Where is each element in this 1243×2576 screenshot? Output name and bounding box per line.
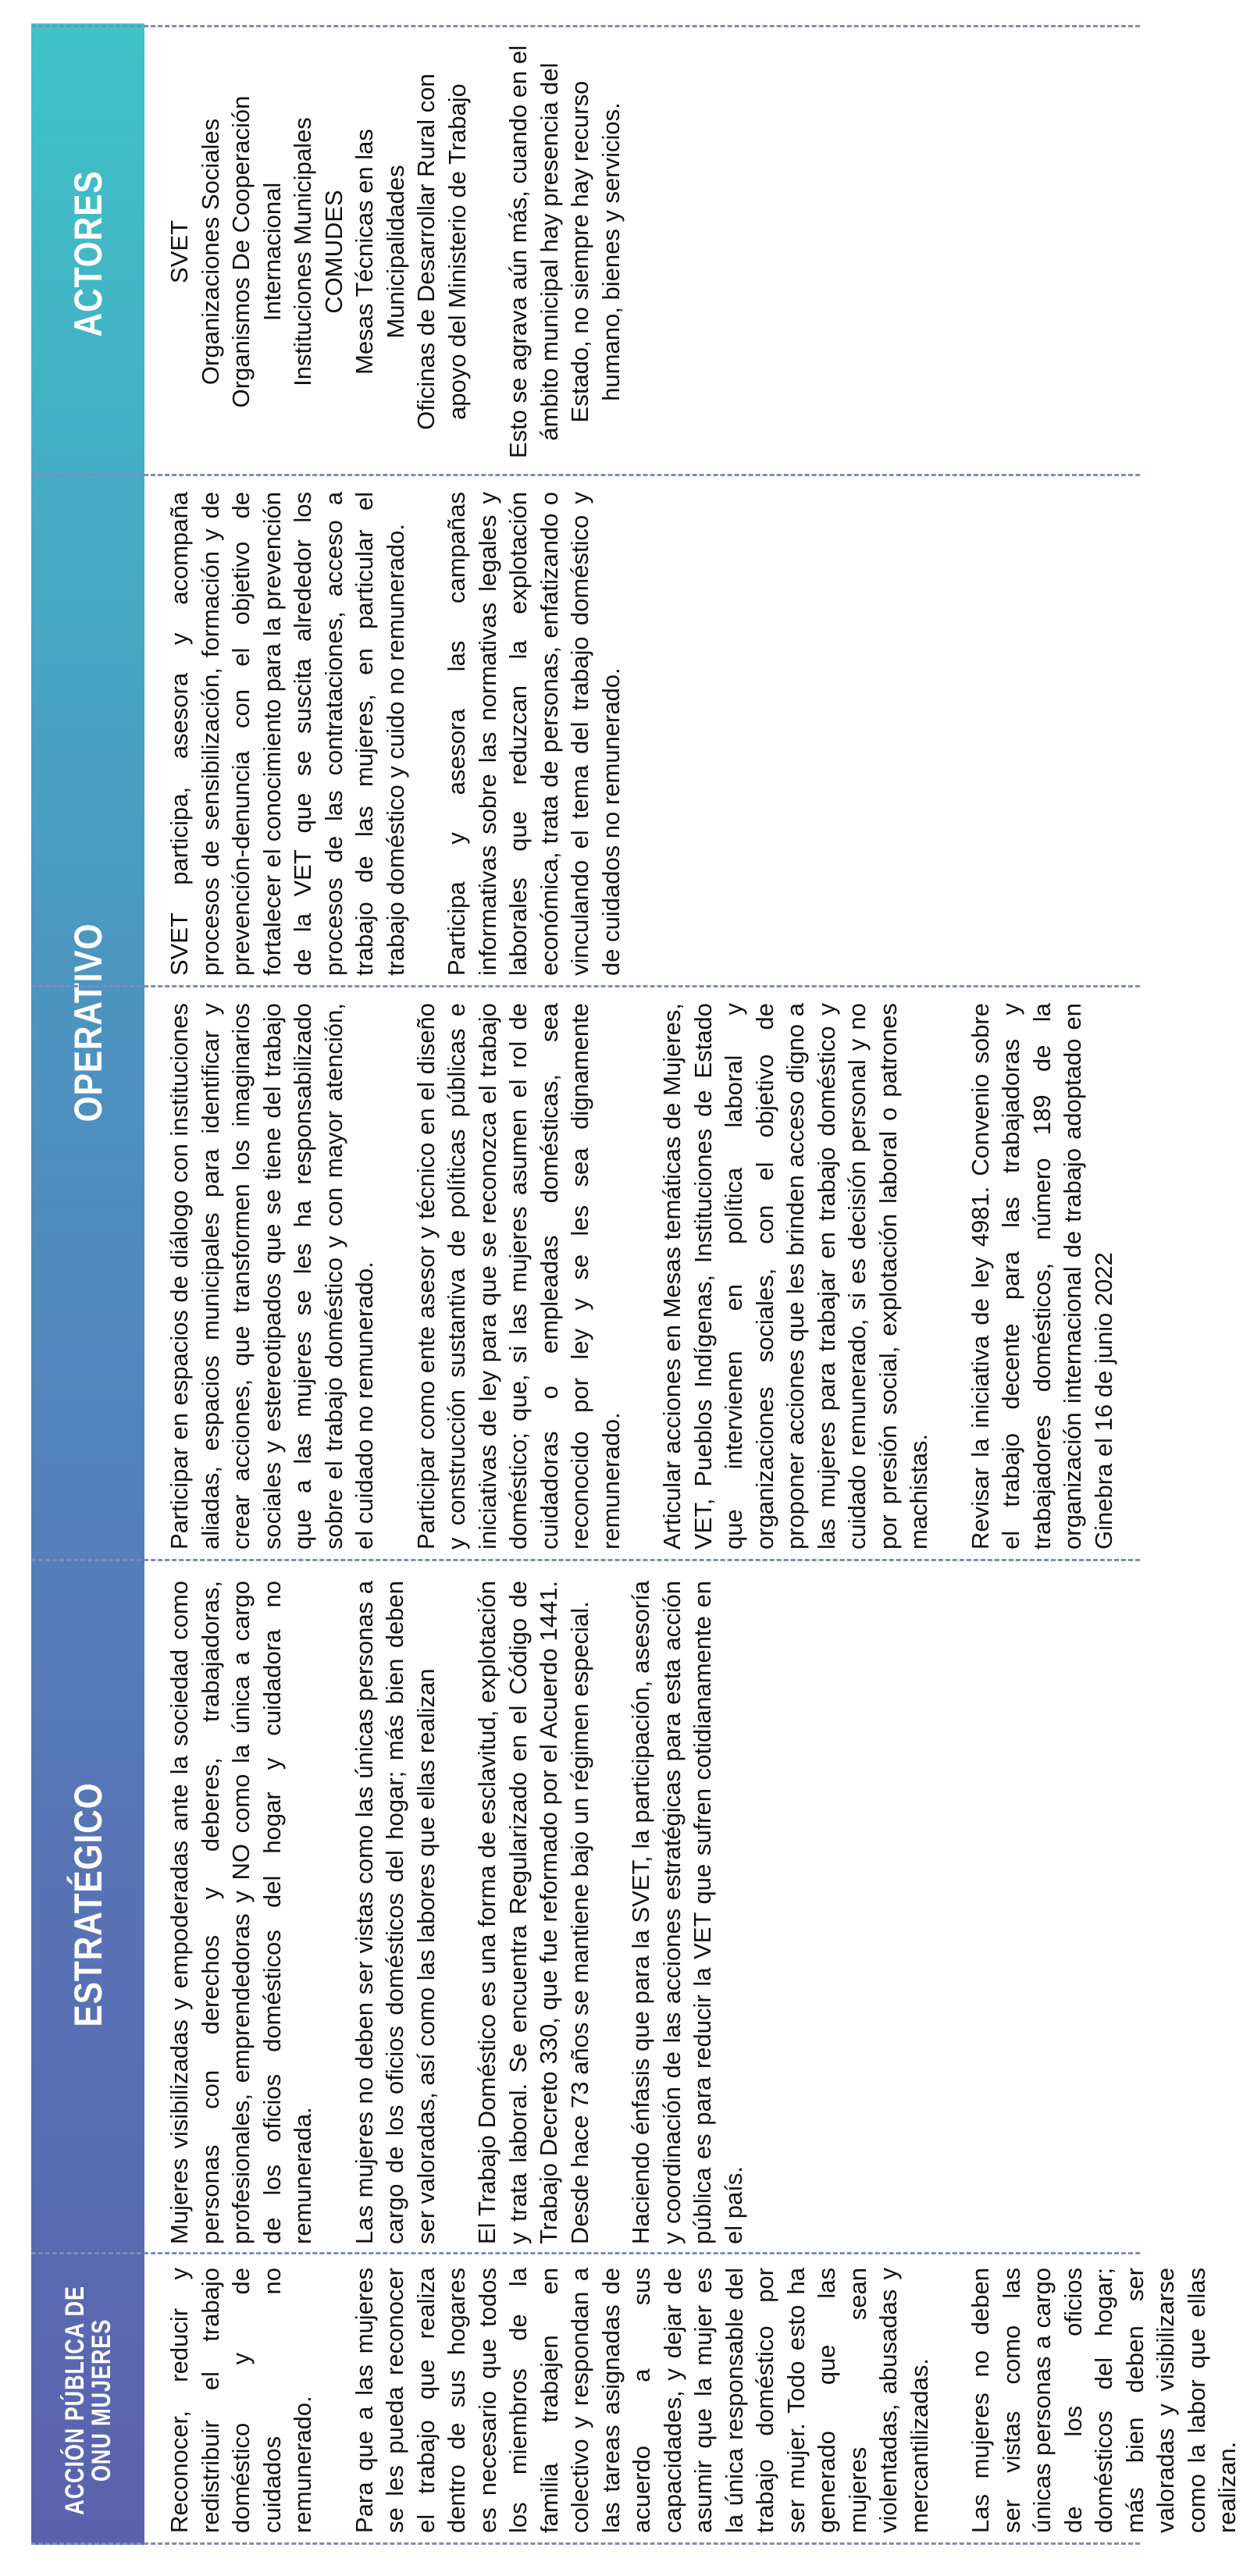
actores-column xyxy=(164,39,1132,464)
actores-note: Esto se agrava aún más, cuando en el ámbito municipal hay presencia del Estado, no siempre hay recurso humano, bienes y servicios. xyxy=(504,44,625,459)
header-actores: ACTORES xyxy=(66,170,110,337)
accion-paragraph-1: Reconocer, reducir y redistribuir el trabajo doméstico y de cuidados no remunerado. xyxy=(166,2268,316,2533)
estrategico-paragraph-3: El Trabajo Doméstico es una forma de esclavitud, explotación y trata laboral. Se encuentra Regularizado en el Código de Trabajo Decreto 330, que fue reformado por el Acuerdo 1441. Desde hace 73 años se mantiene bajo un régimen especial. xyxy=(473,1581,593,2244)
column-divider xyxy=(31,474,1140,476)
accion-paragraph-2: Para que a las mujeres se les pueda reconocer el trabajo que realiza dentro de sus hogares es necesario que todos los miembros de la familia trabajen en colectivo y respondan a las tareas asignadas de acuerdo a sus capacidades, y dejar de asumir que la mujer es la única responsable del trabajo doméstico por ser mujer. Todo esto ha generado que las mujeres sean violentadas, abusadas y mercantilizadas. xyxy=(350,2268,933,2533)
header-accion: ACCIÓN PÚBLICA DE ONU MUJERES xyxy=(59,2286,116,2515)
column-divider xyxy=(31,2252,1140,2254)
estrategico-paragraph-1: Mujeres visibilizadas y empoderadas ante la sociedad como personas con derechos y deberes, trabajadoras, profesionales, emprendedoras y NO como la única a cargo de los oficios domésticos del hogar y cuidadora no remunerada. xyxy=(166,1581,316,2244)
operativo-column-b xyxy=(164,492,1132,976)
accion-column xyxy=(164,2268,1241,2533)
actor-item: Mesas Técnicas en las Municipalidades xyxy=(351,129,409,375)
estrategico-paragraph-2: Las mujeres no deben ser vistas como las únicas personas a cargo de los oficios domésticos del hogar; más bien deben ser valoradas, así como las labores que ellas realizan xyxy=(350,1581,440,2244)
operativo-paragraph-3: Articular acciones en Mesas temáticas de Mujeres, VET, Pueblos Indígenas, Instituciones de Estado que intervienen en política laboral y organizaciones sociales, con el objetivo de proponer acciones que les brinden acceso digno a las mujeres para trabajar en trabajo doméstico y cuidado remunerado, si es decisión personal y no por presión social, explotación laboral o patrones machistas. xyxy=(658,1003,932,1550)
actor-item: Organizaciones Sociales xyxy=(196,118,224,386)
estrategico-paragraph-4: Haciendo énfasis que para la SVET, la participación, asesoría y coordinación de las acciones estratégicas para esta acción pública es para reducir la VET que sufren cotidianamente en el país. xyxy=(627,1581,747,2244)
operativo-paragraph-4: Revisar la iniciativa de ley 4981. Convenio sobre el trabajo decente para las trabajadoras y trabajadores domésticos, número 189 de la organización internacional de trabajo adoptado en Ginebra el 16 de junio 2022 xyxy=(966,1003,1117,1550)
actor-item: Oficinas de Desarrollar Rural con apoyo del Ministerio de Trabajo xyxy=(412,73,471,430)
operativo-paragraph-6: Participa y asesora las campañas informativas sobre las normativas legales y laborales que reduzcan la explotación económica, trata de personas, enfatizando o vinculando el tema del trabajo doméstico y de cuidados no remunerado. xyxy=(443,492,625,976)
right-border xyxy=(31,23,1140,27)
operativo-column-a xyxy=(164,1003,1132,1550)
operativo-paragraph-2: Participar como ente asesor y técnico en el diseño y construcción sustantiva de políticas públicas e iniciativas de ley para que se reconozca el trabajo doméstico; que, si las mujeres asumen el rol de cuidadoras o empleadas domésticas, sea reconocido por ley y se les sea dignamente remunerado. xyxy=(411,1003,625,1550)
left-border xyxy=(31,2540,1140,2545)
actores-list xyxy=(164,39,472,464)
estrategico-column xyxy=(164,1581,1132,2244)
operativo-paragraph-1: Participar en espacios de diálogo con instituciones aliadas, espacios municipales para identificar y crear acciones, que transformen los imaginarios sociales y estereotipados que se tiene del trabajo que a las mujeres se les ha responsabilizado sobre el trabajo doméstico y con mayor atención, el cuidado no remunerado. xyxy=(166,1003,378,1550)
column-divider xyxy=(31,985,1140,987)
actor-item: Instituciones Municipales xyxy=(289,117,316,386)
accion-paragraph-3: Las mujeres no deben ser vistas como las únicas personas a cargo de los oficios domésticos del hogar; más bien deben ser valoradas y visibilizarse como la labor que ellas realizan. xyxy=(967,2268,1241,2533)
actor-item: COMUDES xyxy=(319,190,347,314)
actor-item: SVET xyxy=(166,220,193,283)
header-estrategico: ESTRATÉGICO xyxy=(66,1782,110,2027)
header-bar xyxy=(31,23,144,2545)
operativo-paragraph-5: SVET participa, asesora y acompaña procesos de sensibilización, formación y de prevención-denuncia con el objetivo de fortalecer el conocimiento para la prevención de la VET que se suscita alrededor los procesos de las contrataciones, acceso a trabajo de las mujeres, en particular el trabajo doméstico y cuido no remunerado. xyxy=(166,492,409,976)
header-operativo: OPERATIVO xyxy=(66,923,110,1123)
actor-item: Organismos De Cooperación Internacional xyxy=(227,95,286,408)
column-divider xyxy=(31,1559,1140,1561)
